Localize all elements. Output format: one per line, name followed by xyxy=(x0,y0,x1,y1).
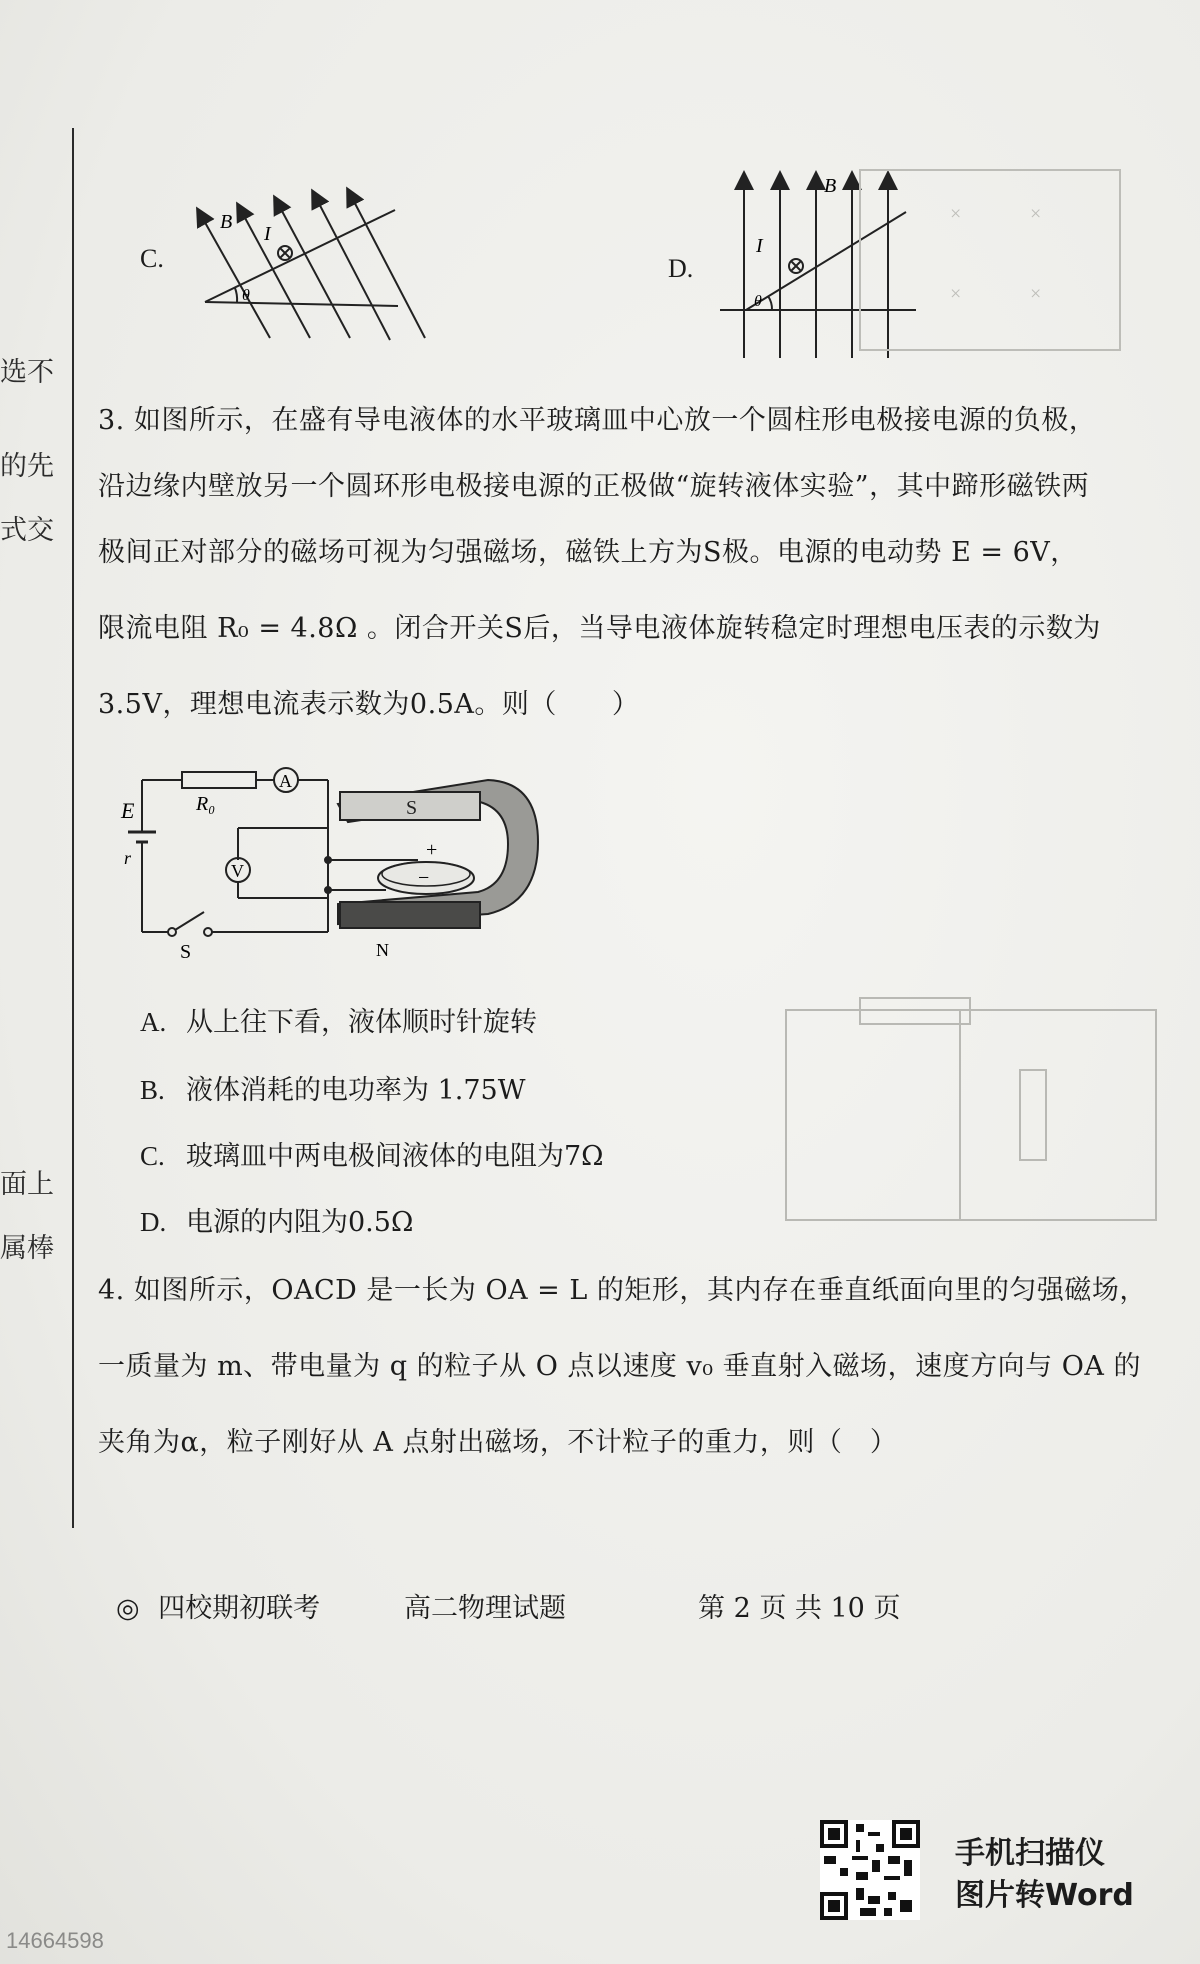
choice-text: 液体消耗的电功率为 1.75W xyxy=(186,1075,526,1106)
footer-subject: 高二物理试题 xyxy=(404,1593,566,1624)
choice-text: 电源的内阻为0.5Ω xyxy=(186,1207,414,1238)
choice-text: 从上往下看，液体顺时针旋转 xyxy=(186,1007,537,1038)
choice-text: 玻璃皿中两电极间液体的电阻为7Ω xyxy=(186,1141,604,1172)
margin-fragment: 的先 xyxy=(0,451,54,482)
margin-fragment: 属棒 xyxy=(0,1233,54,1264)
svg-text:I: I xyxy=(756,235,763,257)
svg-text:V: V xyxy=(231,861,244,881)
svg-text:I: I xyxy=(264,223,271,245)
choice-letter: C. xyxy=(140,1141,165,1171)
choice-letter: D. xyxy=(140,1207,167,1237)
svg-text:×: × xyxy=(950,203,962,225)
footer-exam-name: 四校期初联考 xyxy=(158,1593,321,1624)
magnet-n-pole xyxy=(340,902,480,928)
svg-text:×: × xyxy=(1030,203,1042,225)
q3-line: 限流电阻 R₀ = 4.8Ω 。闭合开关S后，当导电液体旋转稳定时理想电压表的示数为 xyxy=(98,613,1101,644)
q3-line: 3.5V，理想电流表示数为0.5A。则（ ） xyxy=(98,689,640,720)
svg-text:E: E xyxy=(121,798,135,823)
svg-text:S: S xyxy=(180,941,192,962)
svg-text:r: r xyxy=(124,848,132,868)
page-footer xyxy=(116,1586,320,1625)
svg-text:θ: θ xyxy=(754,293,762,310)
q4-line: 4. 如图所示，OACD 是一长为 OA = L 的矩形，其内存在垂直纸面向里的匀强磁场， xyxy=(98,1275,1147,1306)
footer-logo-icon: ◎ xyxy=(116,1593,140,1624)
q3-choice-b xyxy=(140,1068,525,1107)
choice-letter: B. xyxy=(140,1075,165,1105)
bleed-through-text xyxy=(690,724,698,752)
switch-contact xyxy=(204,928,212,936)
choice-letter: A. xyxy=(140,1007,167,1037)
field-line xyxy=(348,190,425,338)
q3-circuit-diagram xyxy=(118,752,558,962)
q3-line: 3. 如图所示，在盛有导电液体的水平玻璃皿中心放一个圆柱形电极接电源的负极， xyxy=(98,405,1097,436)
rail-lower xyxy=(205,302,398,306)
margin-fragment: 面上 xyxy=(0,1169,54,1200)
switch-blade xyxy=(175,912,204,930)
field-line xyxy=(238,205,310,338)
svg-text:+: + xyxy=(426,839,438,861)
q4-line: 一质量为 m、带电量为 q 的粒子从 O 点以速度 v₀ 垂直射入磁场，速度方向与 OA 的 xyxy=(98,1351,1141,1382)
field-line xyxy=(313,192,390,340)
resistor-r0 xyxy=(182,772,256,788)
q3-line: 沿边缘内壁放另一个圆环形电极接电源的正极做“旋转液体实验”，其中蹄形磁铁两 xyxy=(98,471,1090,502)
q3-choice-c xyxy=(140,1134,604,1173)
figure-c-option: C. xyxy=(140,244,164,273)
q3-choice-d xyxy=(140,1200,413,1239)
svg-text:S: S xyxy=(406,797,418,819)
horseshoe-magnet xyxy=(338,780,538,928)
field-line xyxy=(198,210,270,338)
page-id: 14664598 xyxy=(6,1928,104,1953)
margin-rule xyxy=(72,128,74,1528)
svg-text:×: × xyxy=(950,283,962,305)
scan-badge-line1: 手机扫描仪 xyxy=(955,1836,1105,1871)
svg-text:−: − xyxy=(418,867,430,889)
q3-line: 极间正对部分的磁场可视为匀强磁场，磁铁上方为S极。电源的电动势 E = 6V， xyxy=(98,537,1078,568)
bleed-through-circuit xyxy=(780,990,1170,1230)
margin-fragment: 选不 xyxy=(0,357,54,388)
svg-text:B: B xyxy=(824,175,837,197)
figure-d-option: D. xyxy=(668,254,694,283)
svg-text:θ: θ xyxy=(242,287,250,304)
svg-text:R₀: R₀ xyxy=(196,793,216,815)
margin-fragment: 式交 xyxy=(0,515,54,546)
svg-text:×: × xyxy=(1030,283,1042,305)
qr-code xyxy=(820,1820,920,1920)
field-line xyxy=(275,198,350,338)
svg-text:B: B xyxy=(220,211,233,233)
svg-text:N: N xyxy=(376,940,389,960)
scan-badge-line2: 图片转Word xyxy=(955,1878,1134,1913)
q4-line: 夹角为α，粒子刚好从 A 点射出磁场，不计粒子的重力，则（ ） xyxy=(98,1427,898,1458)
svg-text:A: A xyxy=(279,771,292,791)
figure-c-diagram xyxy=(180,160,440,350)
footer-page-number: 第 2 页 共 10 页 xyxy=(698,1593,901,1624)
bleed-through-figure xyxy=(840,160,1140,370)
q3-choice-a xyxy=(140,1000,537,1039)
